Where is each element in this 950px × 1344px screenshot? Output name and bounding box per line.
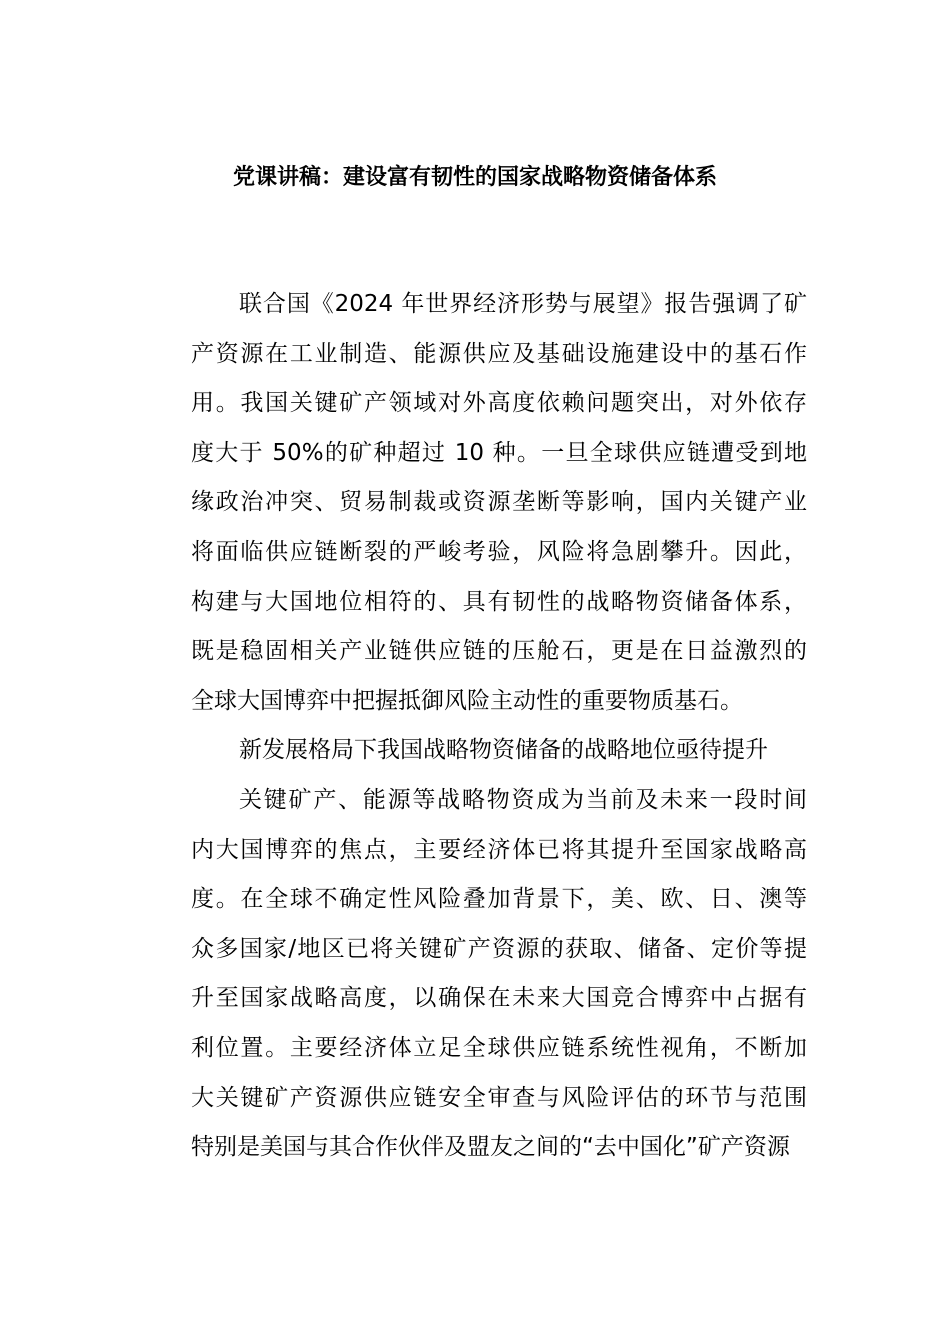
- text-line: 用。我国关键矿产领域对外高度依赖问题突出，对外依存: [191, 390, 807, 417]
- text-line: 大关键矿产资源供应链安全审查与风险评估的环节与范围: [191, 1084, 807, 1111]
- text-line: 产资源在工业制造、能源供应及基础设施建设中的基石作: [191, 340, 807, 367]
- text-line: 全球大国博弈中把握抵御风险主动性的重要物质基石。: [191, 687, 743, 714]
- text-line: 关键矿产、能源等战略物资成为当前及未来一段时间: [239, 786, 807, 813]
- text-line: 既是稳固相关产业链供应链的压舱石，更是在日益激烈的: [191, 638, 807, 665]
- text-line: 将面临供应链断裂的严峻考验，风险将急剧攀升。因此，: [191, 538, 807, 565]
- text-line: 构建与大国地位相符的、具有韧性的战略物资储备体系，: [191, 588, 807, 615]
- text-line: 缘政治冲突、贸易制裁或资源垄断等影响，国内关键产业: [191, 489, 807, 516]
- text-line: 内大国博弈的焦点，主要经济体已将其提升至国家战略高: [191, 836, 807, 863]
- text-line: 特别是美国与其合作伙伴及盟友之间的“去中国化”矿产资源: [191, 1134, 790, 1161]
- paragraph-1: [145, 280, 807, 726]
- text-line: 众多国家/地区已将关键矿产资源的获取、储备、定价等提: [191, 935, 807, 962]
- text-line: 度。在全球不确定性风险叠加背景下，美、欧、日、澳等: [191, 886, 807, 913]
- section-heading-text: 新发展格局下我国战略物资储备的战略地位亟待提升: [239, 737, 768, 764]
- text-line: 度大于 50%的矿种超过 10 种。一旦全球供应链遭受到地: [191, 439, 807, 466]
- page-title: 党课讲稿：建设富有韧性的国家战略物资储备体系: [232, 165, 717, 190]
- text-line: 利位置。主要经济体立足全球供应链系统性视角，不断加: [191, 1034, 807, 1061]
- text-line: 联合国《2024 年世界经济形势与展望》报告强调了矿: [239, 291, 807, 317]
- section-heading: [145, 726, 807, 776]
- paragraph-2: [145, 776, 807, 1173]
- document-body: [145, 280, 807, 1173]
- text-line: 升至国家战略高度，以确保在未来大国竞合博弈中占据有: [191, 985, 807, 1012]
